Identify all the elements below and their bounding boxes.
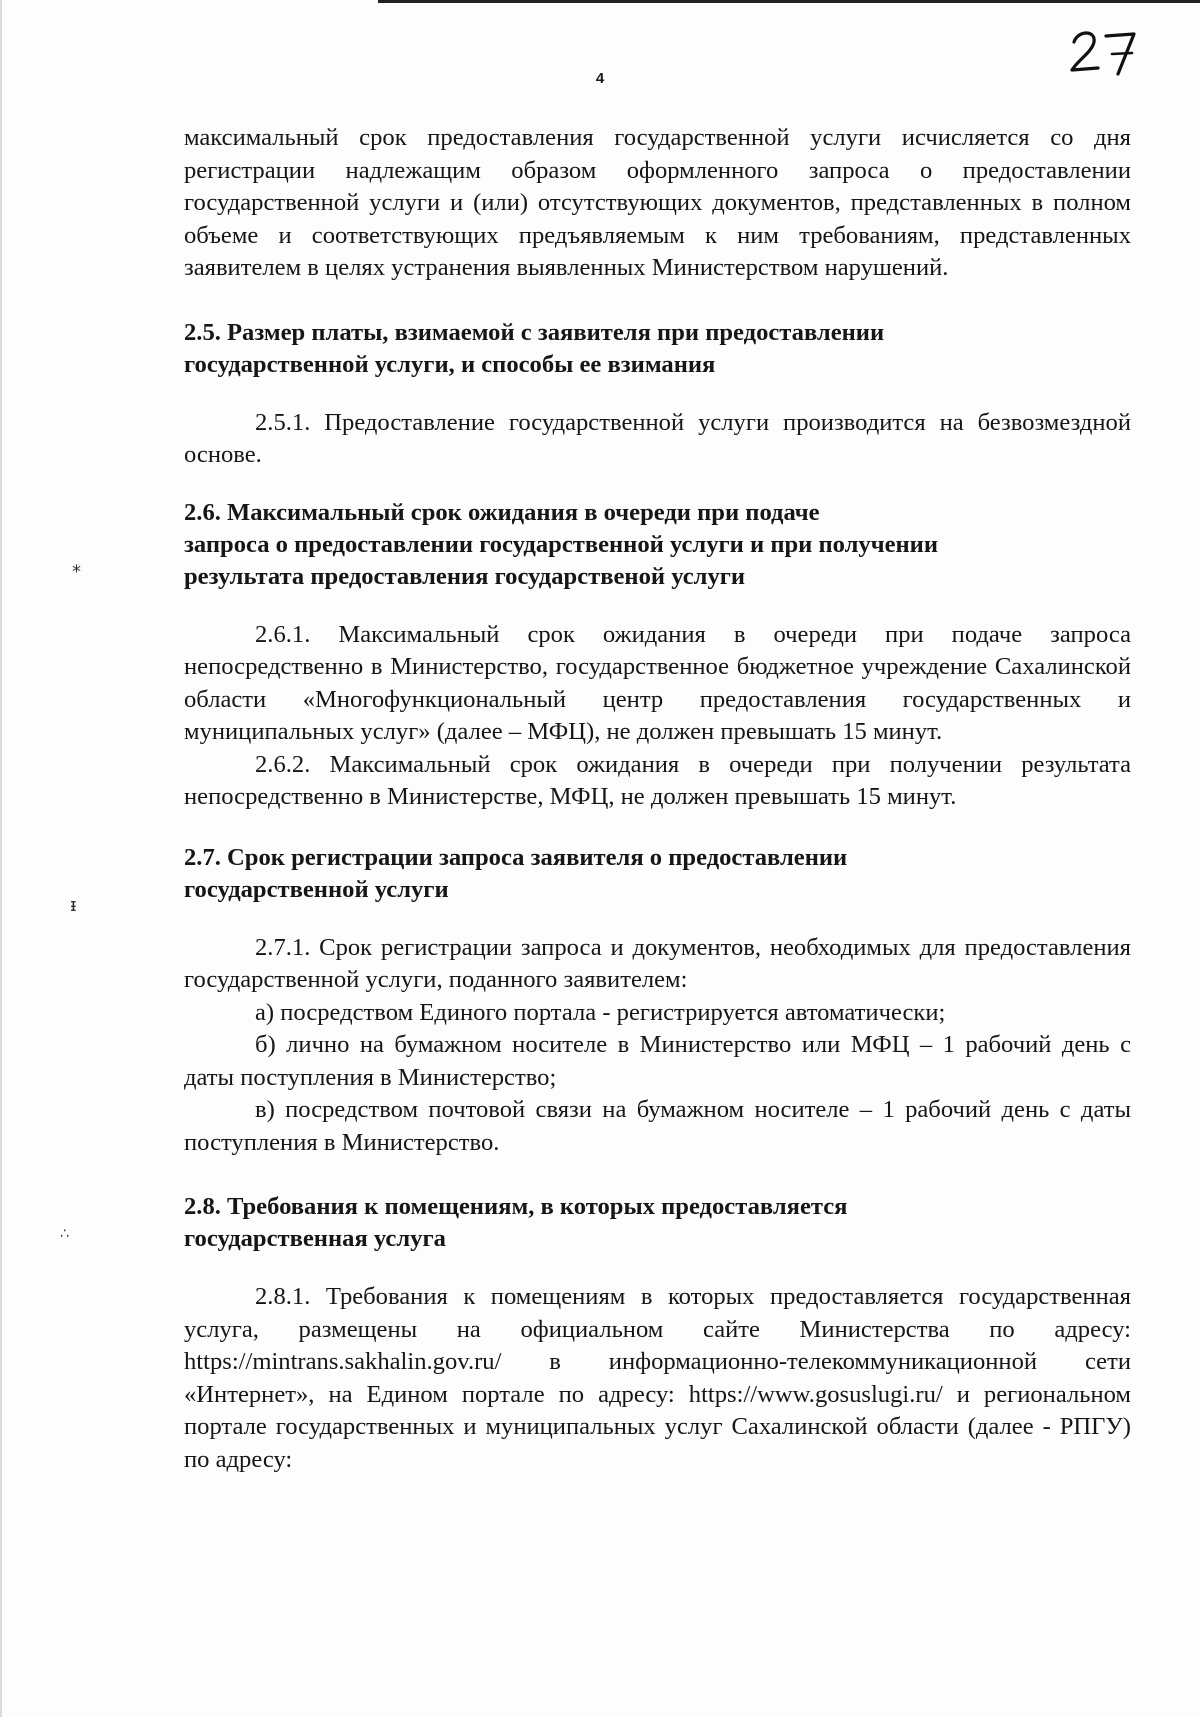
section-heading: 2.5. Размер платы, взимаемой с заявителя при предоставлении [184, 318, 885, 346]
section-heading: государственная услуга [184, 1225, 446, 1252]
section-2-5 [184, 317, 1131, 472]
document-body [184, 122, 1131, 1476]
list-item-b: б) лично на бумажном носителе в Министерство или МФЦ – 1 рабочий день с даты поступления в Министерство; [184, 1031, 1131, 1091]
section-2-7 [184, 842, 1131, 1160]
section-heading: государственной услуги, и способы ее взимания [184, 350, 716, 378]
list-item-a: а) посредством Единого портала - регистрируется автоматически; [255, 998, 946, 1026]
page-number: 4 [595, 70, 605, 87]
paragraph-2-7-1: 2.7.1. Срок регистрации запроса и документов, необходимых для предоставления государственной услуги, поданного заявителем: [184, 933, 1131, 993]
paragraph-2-6-1: 2.6.1. Максимальный срок ожидания в очереди при подаче запроса непосредственно в Министерство, государственное бюджетное учреждение Сахалинской области «Многофункциональный центр предоставления государственных и муниципальных услуг» (далее – МФЦ), не должен превышать 15 минут. [184, 620, 1131, 745]
section-heading: 2.7. Срок регистрации запроса заявителя о предоставлении [184, 843, 848, 871]
scan-speck: ∴ [60, 1226, 69, 1242]
paragraph-2-6-2: 2.6.2. Максимальный срок ожидания в очереди при получении результата непосредственно в Министерстве, МФЦ, не должен превышать 15 минут. [184, 750, 1131, 810]
scan-speck: ⁎ [72, 556, 81, 577]
paragraph-2-8-1: 2.8.1. Требования к помещениям в которых предоставляется государственная услуга, размещены на официальном сайте Министерства по адресу: https://mintrans.sakhalin.gov.ru/ в информационно-телекоммуникационной сети «Интернет», на Едином портале по адресу: https://www.gosuslugi.ru/ и региональном портале государственных и муниципальных услуг Сахалинской области (далее - РПГУ) по адресу: [184, 1283, 1131, 1473]
section-2-8 [184, 1191, 1131, 1476]
section-2-6 [184, 497, 1131, 814]
section-heading: 2.6. Максимальный срок ожидания в очереди при подаче [184, 498, 820, 526]
section-heading: запроса о предоставлении государственной услуги и при получении [184, 530, 939, 558]
section-heading: государственной услуги [184, 875, 449, 903]
handwritten-sheet-number [1068, 26, 1158, 80]
section-heading: результата предоставления государственой услуги [184, 562, 746, 590]
list-item-v: в) посредством почтовой связи на бумажном носителе – 1 рабочий день с даты поступления в Министерство. [184, 1096, 1131, 1156]
scan-top-border [378, 0, 1200, 3]
scan-left-edge [0, 0, 2, 1717]
section-heading: 2.8. Требования к помещениям, в которых предоставляется [184, 1193, 848, 1220]
intro-paragraph: максимальный срок предоставления государственной услуги исчисляется со дня регистрации надлежащим образом оформленного запроса о предоставлении государственной услуги и (или) отсутствующих документов, представленных в полном объеме и соответствующих предъявляемым к ним требованиям, представленных заявителем в целях устранения выявленных Министерством нарушений. [184, 124, 1131, 281]
scan-speck: ᵻ [70, 895, 77, 916]
paragraph-2-5-1: 2.5.1. Предоставление государственной услуги производится на безвозмездной основе. [184, 408, 1131, 468]
